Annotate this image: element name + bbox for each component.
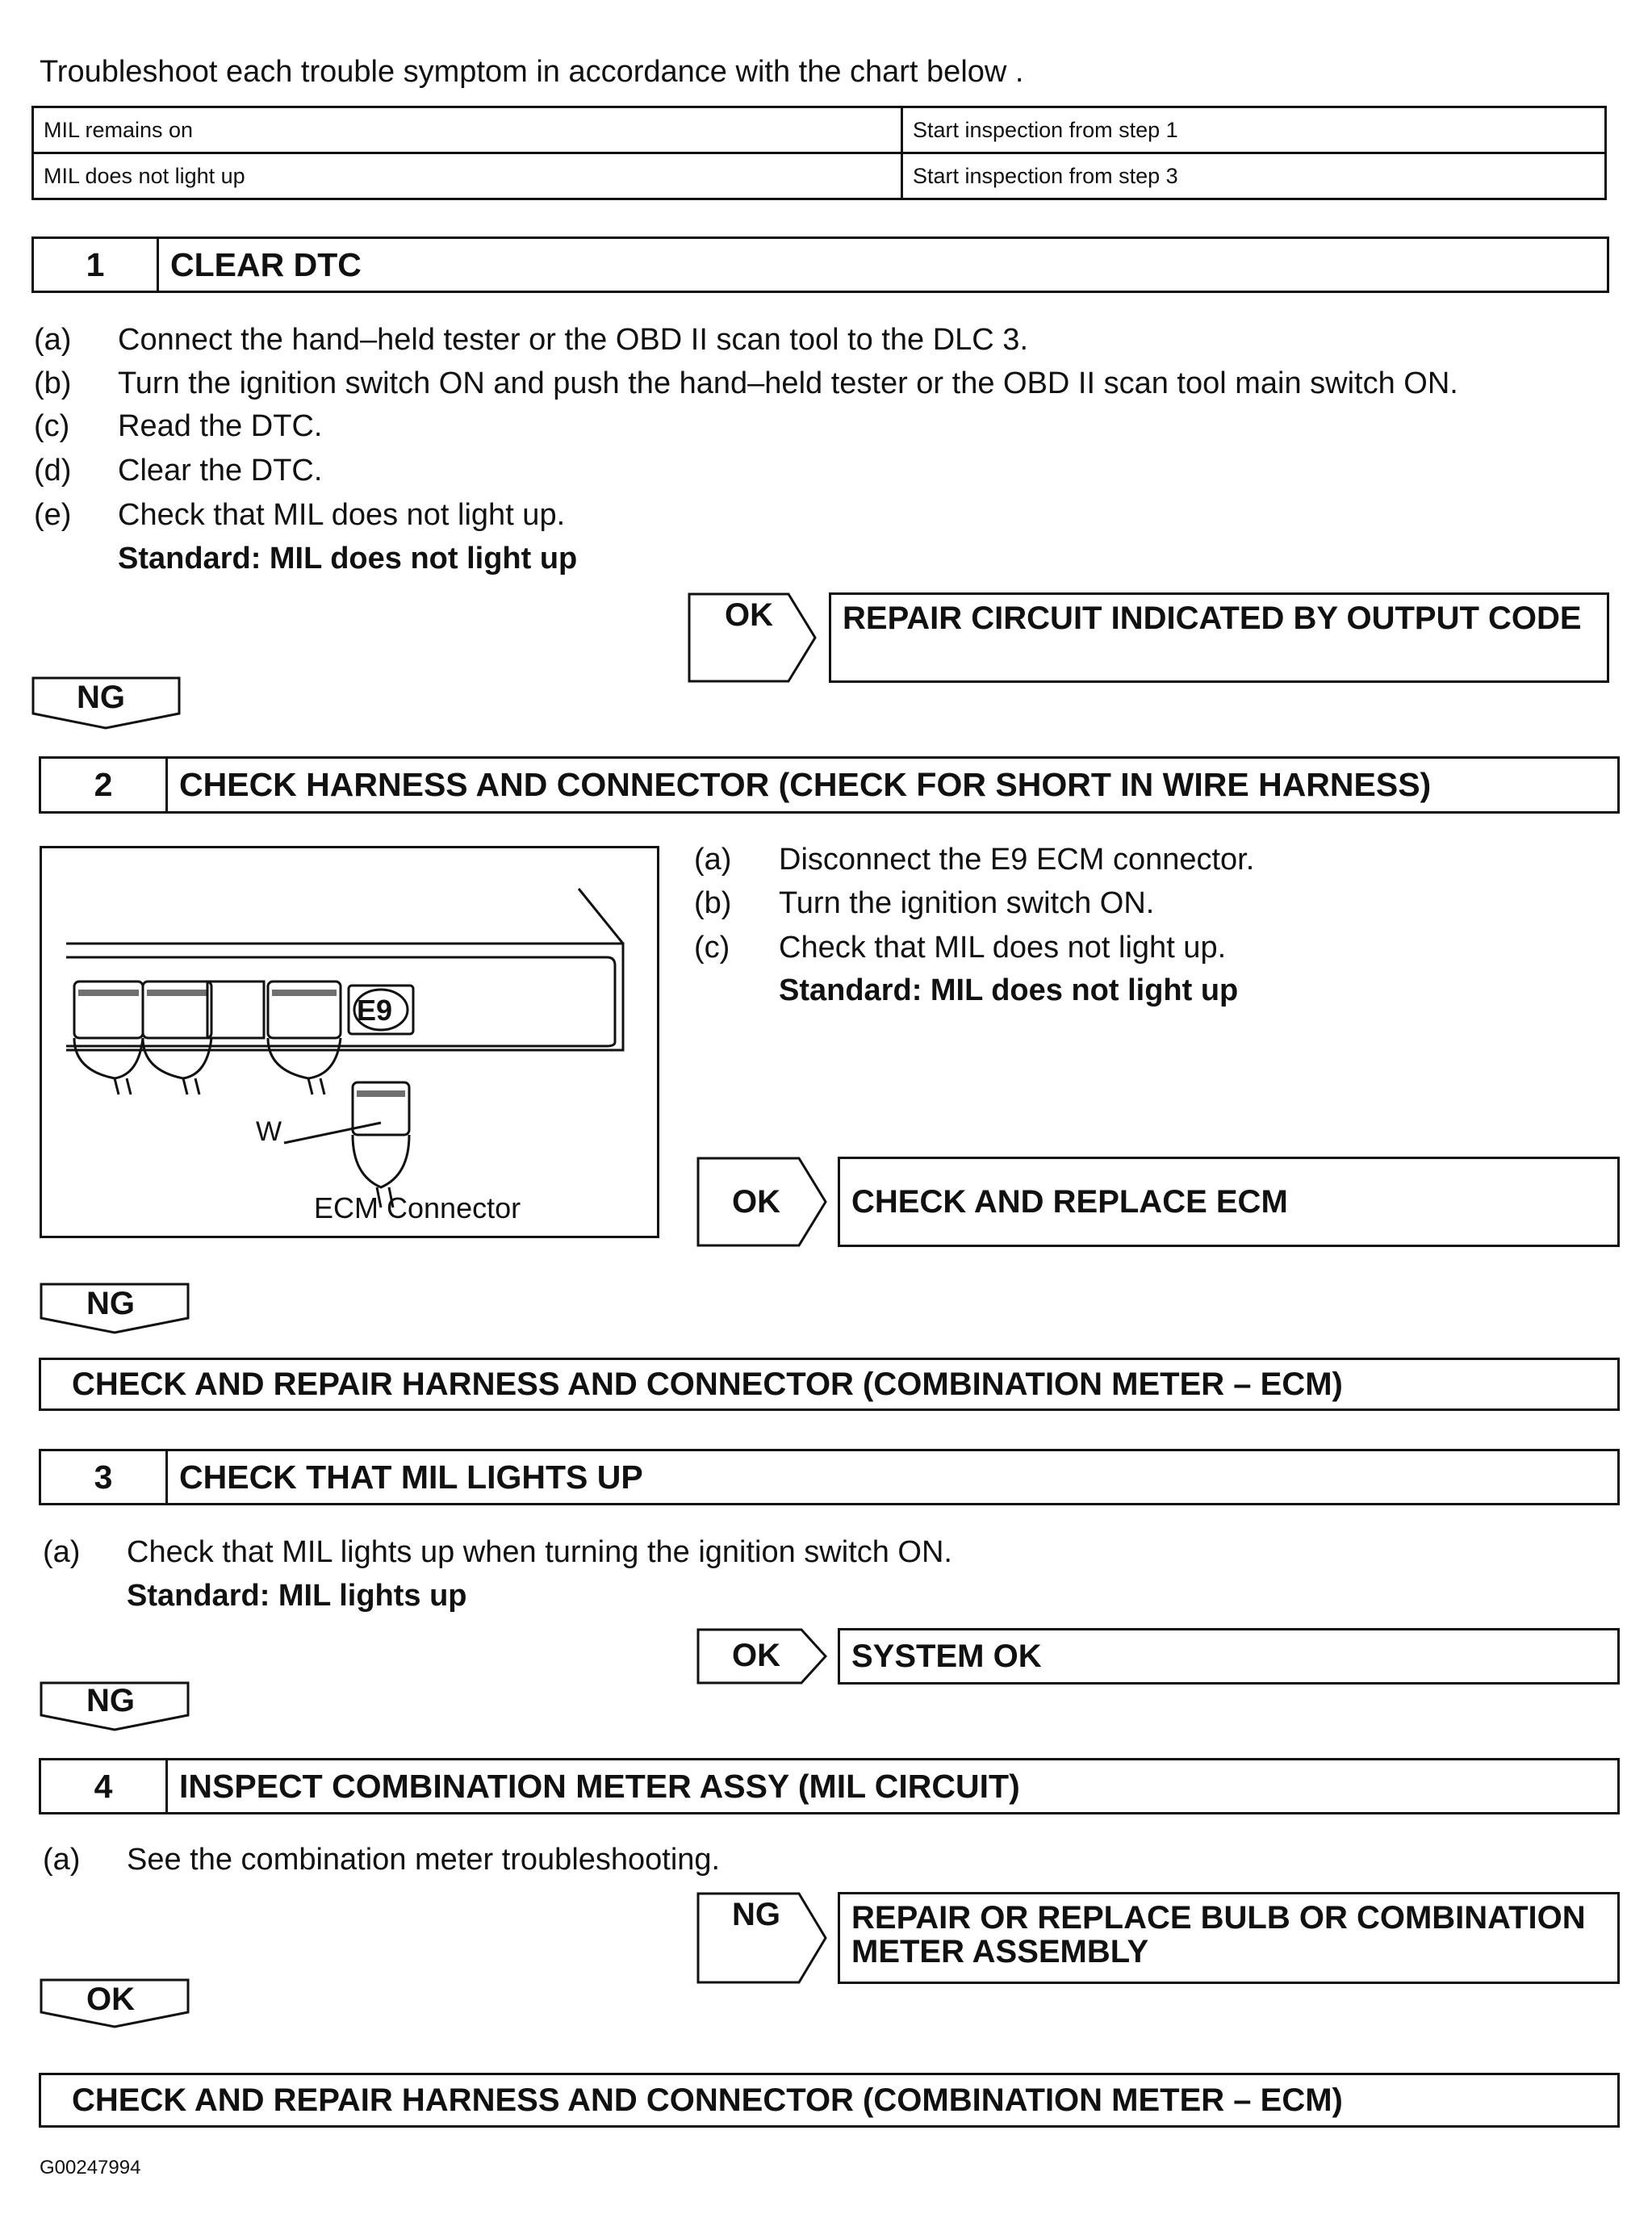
ng-label: NG (86, 1286, 135, 1321)
ok-label: OK (732, 1638, 780, 1673)
standard-text: Standard: MIL does not light up (118, 542, 578, 575)
ng-arrow (40, 1283, 190, 1334)
list-item (694, 886, 1154, 921)
item-text: Turn the ignition switch ON. (779, 886, 1155, 920)
step-title: CHECK THAT MIL LIGHTS UP (179, 1458, 643, 1496)
action-cell: Start inspection from step 1 (902, 107, 1606, 153)
ok-label: OK (725, 597, 773, 633)
step-title: CLEAR DTC (170, 245, 362, 283)
step2-ok-result: CHECK AND REPLACE ECM (838, 1157, 1620, 1247)
item-text: Read the DTC. (118, 409, 323, 443)
step2-ng-result: CHECK AND REPAIR HARNESS AND CONNECTOR (COMBINATION METER – ECM) (39, 1358, 1620, 1411)
list-item (34, 409, 322, 444)
ok-arrow (696, 1628, 827, 1685)
wire-label: W (256, 1116, 282, 1147)
table-row (33, 107, 1606, 153)
ng-arrow (31, 676, 181, 730)
item-text: Clear the DTC. (118, 454, 323, 488)
item-label: (b) (34, 366, 72, 400)
table-row (33, 153, 1606, 199)
ok-arrow (688, 592, 817, 683)
step4-ng-result: REPAIR OR REPLACE BULB OR COMBINATION METER ASSEMBLY (838, 1892, 1620, 1984)
standard-text: Standard: MIL lights up (127, 1579, 467, 1613)
list-item (34, 323, 1028, 358)
list-item (694, 843, 1254, 877)
item-label: (b) (694, 886, 732, 920)
item-text: Turn the ignition switch ON and push the hand–held tester or the OBD II scan tool main switch ON. (118, 366, 1458, 400)
ecm-connector-diagram (40, 846, 659, 1238)
list-item (43, 1843, 720, 1877)
step3-ok-result: SYSTEM OK (838, 1628, 1620, 1685)
ok-arrow (40, 1978, 190, 2028)
list-item (694, 931, 1226, 965)
item-label: (a) (43, 1843, 81, 1877)
step-number: 3 (41, 1451, 168, 1503)
action-cell: Start inspection from step 3 (902, 153, 1606, 199)
item-label: (a) (43, 1535, 81, 1569)
step1-ok-result: REPAIR CIRCUIT INDICATED BY OUTPUT CODE (829, 592, 1609, 683)
figure-code: G00247994 (40, 2157, 141, 2178)
list-item (34, 498, 565, 533)
ng-label: NG (77, 680, 125, 715)
list-item (34, 366, 1458, 401)
e9-badge: E9 (357, 994, 393, 1027)
step2-header (39, 756, 1620, 814)
ok-label: OK (732, 1184, 780, 1220)
step-number: 4 (41, 1760, 168, 1812)
ng-label: NG (86, 1683, 135, 1718)
item-label: (a) (694, 843, 732, 877)
item-text: Check that MIL lights up when turning the ignition switch ON. (127, 1535, 952, 1569)
ng-arrow (696, 1892, 827, 1984)
step3-header (39, 1449, 1620, 1505)
list-item (43, 1535, 952, 1570)
symptom-cell: MIL does not light up (33, 153, 902, 199)
item-label: (e) (34, 498, 72, 532)
item-text: Check that MIL does not light up. (118, 498, 566, 532)
ng-label: NG (732, 1897, 780, 1932)
list-item (34, 454, 322, 488)
item-text: Check that MIL does not light up. (779, 931, 1227, 965)
standard-text: Standard: MIL does not light up (779, 973, 1239, 1007)
intro-text: Troubleshoot each trouble symptom in accordance with the chart below . (40, 55, 1024, 89)
ecm-connector-illustration (42, 848, 657, 1236)
step4-header (39, 1758, 1620, 1814)
item-text: Connect the hand–held tester or the OBD II scan tool to the DLC 3. (118, 323, 1028, 357)
step-number: 1 (34, 239, 159, 291)
ng-arrow (40, 1681, 190, 1731)
step1-header (31, 236, 1609, 293)
symptom-cell: MIL remains on (33, 107, 902, 153)
item-text: See the combination meter troubleshooting. (127, 1843, 721, 1877)
step4-ok-result: CHECK AND REPAIR HARNESS AND CONNECTOR (COMBINATION METER – ECM) (39, 2073, 1620, 2128)
ok-arrow (696, 1157, 827, 1247)
symptom-table (31, 106, 1607, 200)
item-label: (a) (34, 323, 72, 357)
item-label: (c) (694, 931, 730, 965)
item-label: (c) (34, 409, 70, 443)
diagram-caption: ECM Connector (314, 1191, 521, 1224)
ok-label: OK (86, 1982, 135, 2017)
step-title: CHECK HARNESS AND CONNECTOR (CHECK FOR SHORT IN WIRE HARNESS) (179, 766, 1432, 803)
item-label: (d) (34, 454, 72, 488)
step-number: 2 (41, 759, 168, 811)
step-title: INSPECT COMBINATION METER ASSY (MIL CIRCUIT) (179, 1767, 1020, 1805)
item-text: Disconnect the E9 ECM connector. (779, 843, 1255, 877)
